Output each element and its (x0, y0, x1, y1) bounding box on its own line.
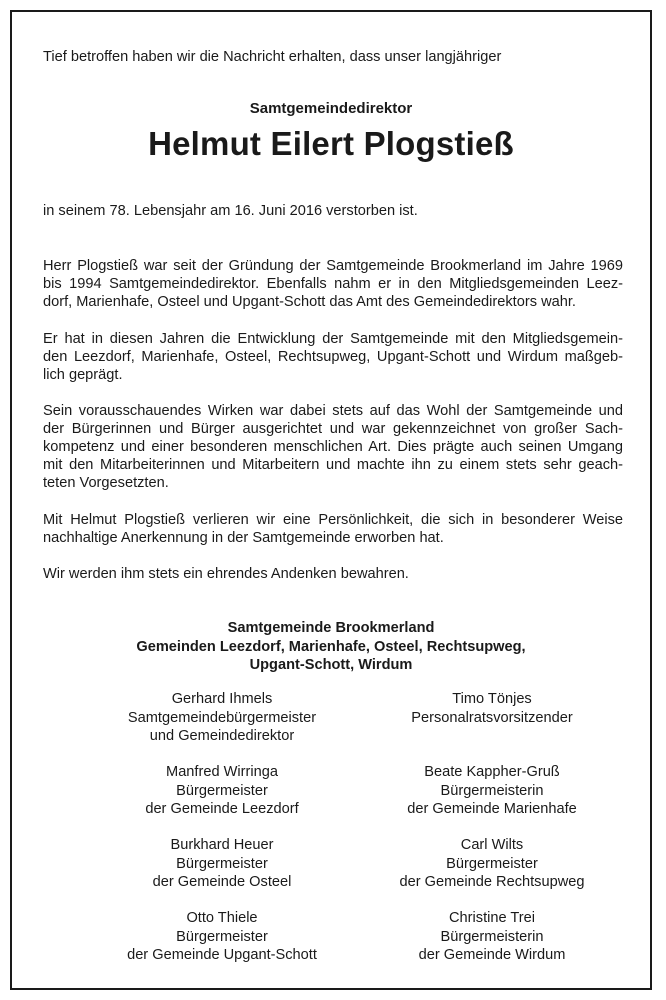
organization-line: Upgant-Schott, Wirdum (249, 657, 413, 673)
signatory-name: Carl Wilts (460, 837, 524, 853)
signatory-right (342, 763, 642, 819)
paragraph-line: mit den Mitarbeiterinnen und Mitarbeitern und machte ihn zu einem stets sehr geach- (43, 457, 623, 473)
paragraph-career (43, 257, 623, 311)
paragraph-line: teten Vorgesetzten. (43, 475, 169, 491)
signatory-title: Bürgermeister (176, 928, 268, 945)
paragraph-line: Mit Helmut Plogstieß verlieren wir eine Persönlichkeit, die sich in besonderer Weise (43, 512, 623, 528)
signatory-name: Gerhard Ihmels (171, 691, 273, 707)
signatory-name: Beate Kappher-Gruß (424, 764, 560, 780)
signatory-title: Bürgermeister (176, 855, 268, 872)
signatory-title: der Gemeinde Upgant-Schott (127, 947, 317, 963)
signatory-name: Timo Tönjes (452, 691, 532, 707)
organization-line: Samtgemeinde Brookmerland (227, 620, 435, 636)
signatory-right (342, 836, 642, 892)
signatory-title: der Gemeinde Wirdum (418, 947, 566, 963)
signatory-left (72, 690, 372, 746)
signatory-title: der Gemeinde Leezdorf (145, 801, 299, 817)
paragraph-recognition (43, 511, 623, 547)
paragraph-line: Wir werden ihm stets ein ehrendes Andenken bewahren. (43, 566, 409, 582)
paragraph-line: nachhaltige Anerkennung in der Samtgemeinde erworben hat. (43, 530, 444, 546)
signatory-left (72, 909, 372, 965)
intro-text: Tief betroffen haben wir die Nachricht erhalten, dass unser langjähriger (43, 49, 502, 65)
signatory-title: Samtgemeindebürgermeister (127, 709, 317, 726)
paragraph-line: Sein vorausschauendes Wirken war dabei stets auf das Wohl der Samtgemeinde und (43, 403, 623, 419)
signatory-right (342, 690, 642, 727)
signatory-title: Bürgermeisterin (440, 782, 544, 799)
paragraph-line: dorf, Marienhafe, Osteel und Upgant-Schott das Amt des Gemeindedirektors wahr. (43, 294, 576, 310)
signatory-left (72, 763, 372, 819)
paragraph-character (43, 402, 623, 492)
signatory-title: der Gemeinde Osteel (152, 874, 292, 890)
signatory-title: Personalratsvorsitzender (411, 709, 573, 726)
signatory-right (342, 909, 642, 965)
paragraph-line: bis 1994 Samtgemeindedirektor. Ebenfalls nahm er in den Mitgliedsgemeinden Leez- (43, 276, 623, 292)
organization-line: Gemeinden Leezdorf, Marienhafe, Osteel, Rechtsupweg, (136, 638, 526, 655)
deceased-role: Samtgemeindedirektor (249, 100, 413, 117)
signatory-name: Burkhard Heuer (170, 837, 274, 853)
paragraph-line: Er hat in diesen Jahren die Entwicklung der Samtgemeinde mit den Mitgliedsgemein- (43, 331, 623, 347)
signatory-name: Christine Trei (449, 910, 535, 926)
deceased-date-line: in seinem 78. Lebensjahr am 16. Juni 2016 verstorben ist. (43, 203, 418, 219)
paragraph-line: den Leezdorf, Marienhafe, Osteel, Rechtsupweg, Upgant-Schott und Wirdum maßgeb- (43, 349, 623, 365)
paragraph-line: Herr Plogstieß war seit der Gründung der Samtgemeinde Brookmerland im Jahre 1969 (43, 258, 623, 274)
paragraph-development (43, 330, 623, 384)
signatory-title: der Gemeinde Rechtsupweg (399, 874, 585, 890)
signatory-title: Bürgermeisterin (440, 928, 544, 945)
signatory-name: Manfred Wirringa (166, 764, 278, 780)
signatory-title: und Gemeindedirektor (149, 728, 295, 744)
signatory-name: Otto Thiele (186, 910, 258, 926)
paragraph-line: kompetenz und einer besonderen menschlichen Art. Dies prägte auch seinen Umgang (43, 439, 623, 455)
deceased-name: Helmut Eilert Plogstieß (148, 125, 514, 162)
signatory-title: Bürgermeister (176, 782, 268, 799)
signatory-title: Bürgermeister (446, 855, 538, 872)
organization-block (12, 619, 650, 675)
signatory-left (72, 836, 372, 892)
paragraph-line: lich geprägt. (43, 367, 123, 383)
obituary-notice (10, 10, 652, 990)
paragraph-remembrance (43, 565, 623, 583)
signatory-title: der Gemeinde Marienhafe (407, 801, 577, 817)
paragraph-line: der Bürgerinnen und Bürger ausgerichtet und war gekennzeichnet von großer Sach- (43, 421, 623, 437)
